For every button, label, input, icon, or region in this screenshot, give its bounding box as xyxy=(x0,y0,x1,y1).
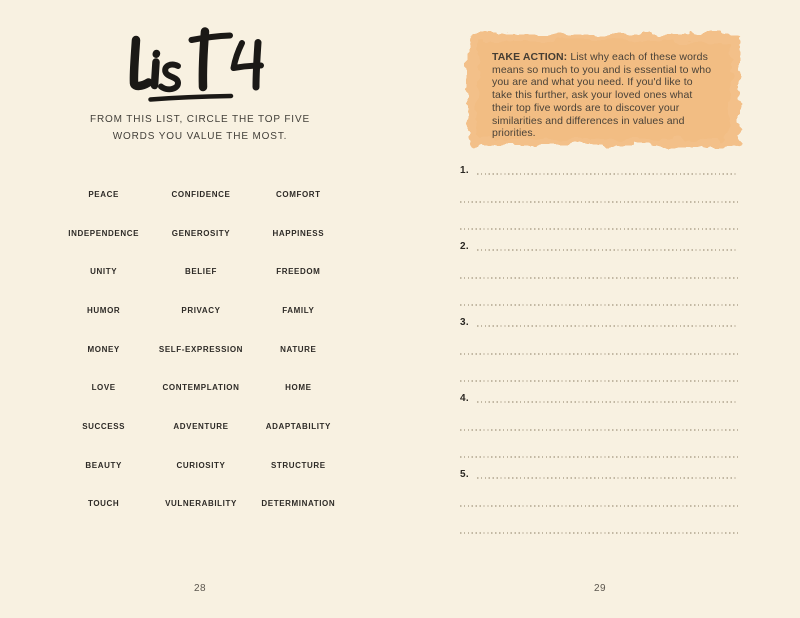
value-word: HUMOR xyxy=(87,305,121,315)
dotted-write-line xyxy=(477,173,738,175)
value-word: BELIEF xyxy=(184,267,218,277)
right-page-number: 29 xyxy=(593,583,607,594)
value-word: HOME xyxy=(285,383,312,393)
list-4-title-lettering xyxy=(118,14,288,109)
value-word: LOVE xyxy=(91,383,116,393)
value-word: ADAPTABILITY xyxy=(265,421,331,431)
list-instruction: FROM THIS LIST, CIRCLE THE TOP FIVE WORDS YOU VALUE THE MOST. xyxy=(90,114,310,142)
entry-number: 3. xyxy=(460,317,469,328)
value-word: FAMILY xyxy=(282,305,315,315)
dotted-write-line xyxy=(460,505,738,507)
dotted-write-line xyxy=(460,304,738,306)
value-word: CONFIDENCE xyxy=(171,189,231,199)
entry-number: 4. xyxy=(460,393,469,404)
value-word: BEAUTY xyxy=(85,460,122,470)
answer-entry xyxy=(460,394,738,458)
dotted-write-line xyxy=(477,477,738,479)
answer-lines-list xyxy=(460,166,738,534)
value-word: PEACE xyxy=(88,189,119,199)
value-word: PRIVACY xyxy=(181,305,221,315)
dotted-write-line xyxy=(460,429,738,431)
dotted-write-line xyxy=(460,380,738,382)
value-word: FREEDOM xyxy=(276,267,321,277)
dotted-write-line xyxy=(460,228,738,230)
value-words-grid xyxy=(55,175,347,523)
answer-entry xyxy=(460,242,738,306)
answer-entry xyxy=(460,470,738,534)
value-word: VULNERABILITY xyxy=(165,499,237,509)
value-word: CONTEMPLATION xyxy=(162,383,240,393)
value-word: COMFORT xyxy=(276,189,321,199)
entry-number: 2. xyxy=(460,241,469,252)
dotted-write-line xyxy=(460,353,738,355)
value-word: DETERMINATION xyxy=(261,499,336,509)
dotted-write-line xyxy=(460,456,738,458)
dotted-write-line xyxy=(477,401,738,403)
value-word: SELF-EXPRESSION xyxy=(158,344,244,354)
value-word: SUCCESS xyxy=(82,421,126,431)
value-word: STRUCTURE xyxy=(270,460,326,470)
dotted-write-line xyxy=(460,201,738,203)
dotted-write-line xyxy=(477,249,738,251)
value-word: INDEPENDENCE xyxy=(68,228,140,238)
take-action-label: TAKE ACTION: xyxy=(492,51,568,63)
value-word: MONEY xyxy=(87,344,120,354)
left-page-number: 28 xyxy=(193,583,207,594)
value-word: GENEROSITY xyxy=(171,228,231,238)
right-page xyxy=(400,0,800,618)
entry-number: 5. xyxy=(460,469,469,480)
entry-number: 1. xyxy=(460,165,469,176)
value-word: CURIOSITY xyxy=(176,460,226,470)
dotted-write-line xyxy=(477,325,738,327)
value-word: TOUCH xyxy=(88,499,120,509)
value-word: NATURE xyxy=(280,344,317,354)
answer-entry xyxy=(460,166,738,230)
take-action-body: List why each of these words means so much to you and is essential to who you are and what you need. If you'd like to take this further, ask your loved ones what their top five words are to discover your similarities and differences in values and priorities. xyxy=(492,51,712,140)
dotted-write-line xyxy=(460,277,738,279)
dotted-write-line xyxy=(460,532,738,534)
value-word: ADVENTURE xyxy=(173,421,229,431)
value-word: UNITY xyxy=(90,267,118,277)
value-word: HAPPINESS xyxy=(272,228,325,238)
take-action-note xyxy=(492,51,712,140)
answer-entry xyxy=(460,318,738,382)
